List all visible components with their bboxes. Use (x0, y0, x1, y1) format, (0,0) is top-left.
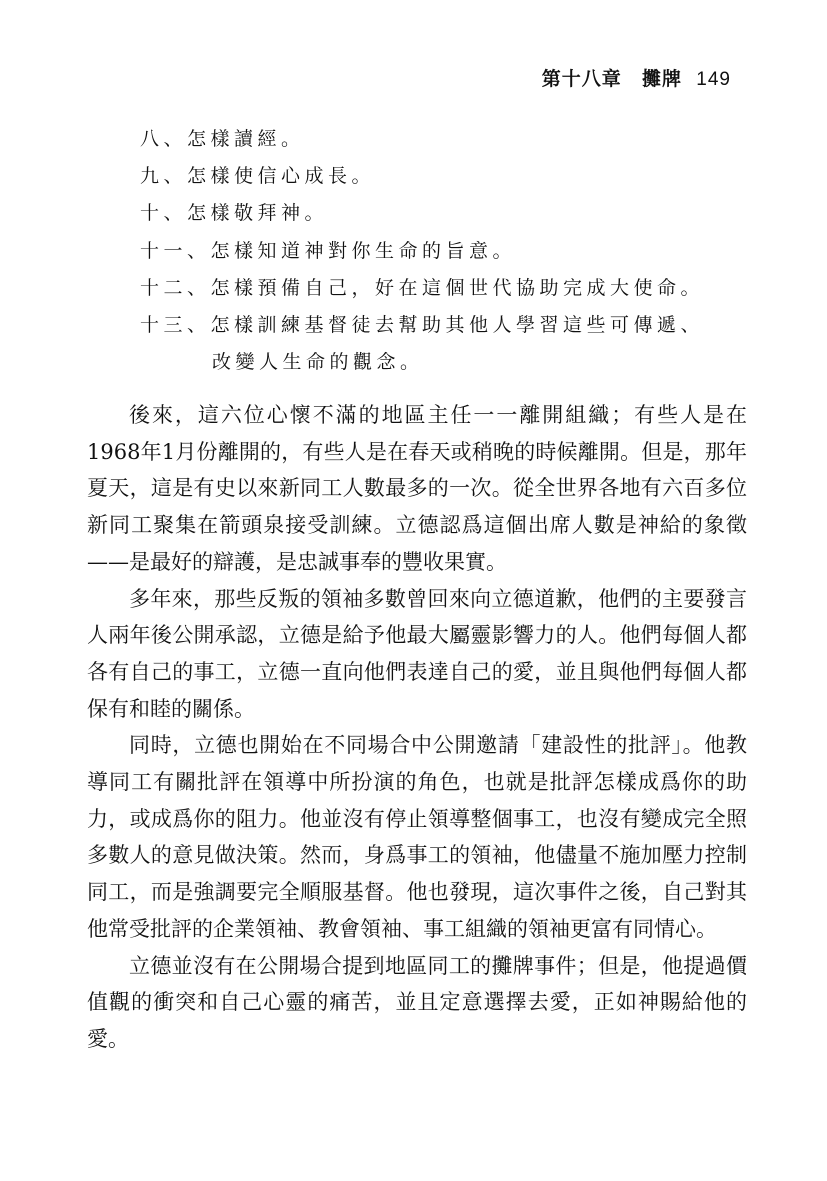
list-item (140, 270, 740, 307)
paragraph: 後來，這六位心懷不滿的地區主任一一離開組織；有些人是在1968年1月份離開的，有些人是在春天或稍晚的時候離開。但是，那年夏天，這是有史以來新同工人數最多的一次。從全世界各地有六百多位新同工聚集在箭頭泉接受訓練。立德認爲這個出席人數是神給的象徵——是最好的辯護，是忠誠事奉的豐收果實。 (87, 403, 747, 574)
list-item-text: 怎樣知道神對你生命的旨意。 (210, 239, 517, 262)
paragraph: 同時，立德也開始在不同場合中公開邀請「建設性的批評」。他教導同工有關批評在領導中所扮演的角色，也就是批評怎樣成爲你的助力，或成爲你的阻力。他並沒有停止領導整個事工，也沒有變成完全照多數人的意見做決策。然而，身爲事工的領袖，他儘量不施加壓力控制同工，而是強調要完全順服基督。他也發現，這次事件之後，自己對其他常受批評的企業領袖、教會領袖、事工組織的領袖更富有同情心。 (87, 733, 747, 941)
list-item-continuation: 改變人生命的觀念。 (212, 351, 424, 374)
list-item (140, 307, 740, 344)
list-item-text: 怎樣敬拜神。 (187, 202, 329, 225)
list-item-number: 九、 (140, 165, 188, 188)
list-item-text: 怎樣讀經。 (187, 128, 305, 150)
list-item (140, 233, 740, 270)
list-item-text: 怎樣訓練基督徒去幫助其他人學習這些可傳遞、 (210, 313, 705, 336)
page-number: 149 (696, 69, 731, 90)
list-item-number: 十三、 (140, 313, 211, 336)
chapter-title: 攤牌 (642, 69, 683, 90)
list-item-number: 十一、 (140, 239, 211, 262)
paragraph: 立德並沒有在公開場合提到地區同工的攤牌事件；但是，他提過價值觀的衝突和自己心靈的痛苦，並且定意選擇去愛，正如神賜給他的愛。 (87, 953, 747, 1051)
numbered-list (140, 121, 740, 381)
list-item-number: 八、 (140, 128, 188, 150)
list-item-text: 怎樣預備自己，好在這個世代協助完成大使命。 (210, 276, 705, 299)
running-header (542, 64, 731, 91)
body-text (87, 397, 747, 1058)
list-item (140, 195, 740, 232)
list-item (140, 158, 740, 195)
chapter-label: 第十八章 (541, 69, 622, 90)
list-item-number: 十、 (140, 202, 188, 225)
list-item (140, 121, 740, 158)
list-item-text: 怎樣使信心成長。 (187, 165, 376, 188)
paragraph: 多年來，那些反叛的領袖多數曾回來向立德道歉，他們的主要發言人兩年後公開承認，立德是給予他最大屬靈影響力的人。他們每個人都各有自己的事工，立德一直向他們表達自己的愛，並且與他們每個人都保有和睦的關係。 (87, 586, 747, 721)
list-item-number: 十二、 (140, 276, 211, 299)
